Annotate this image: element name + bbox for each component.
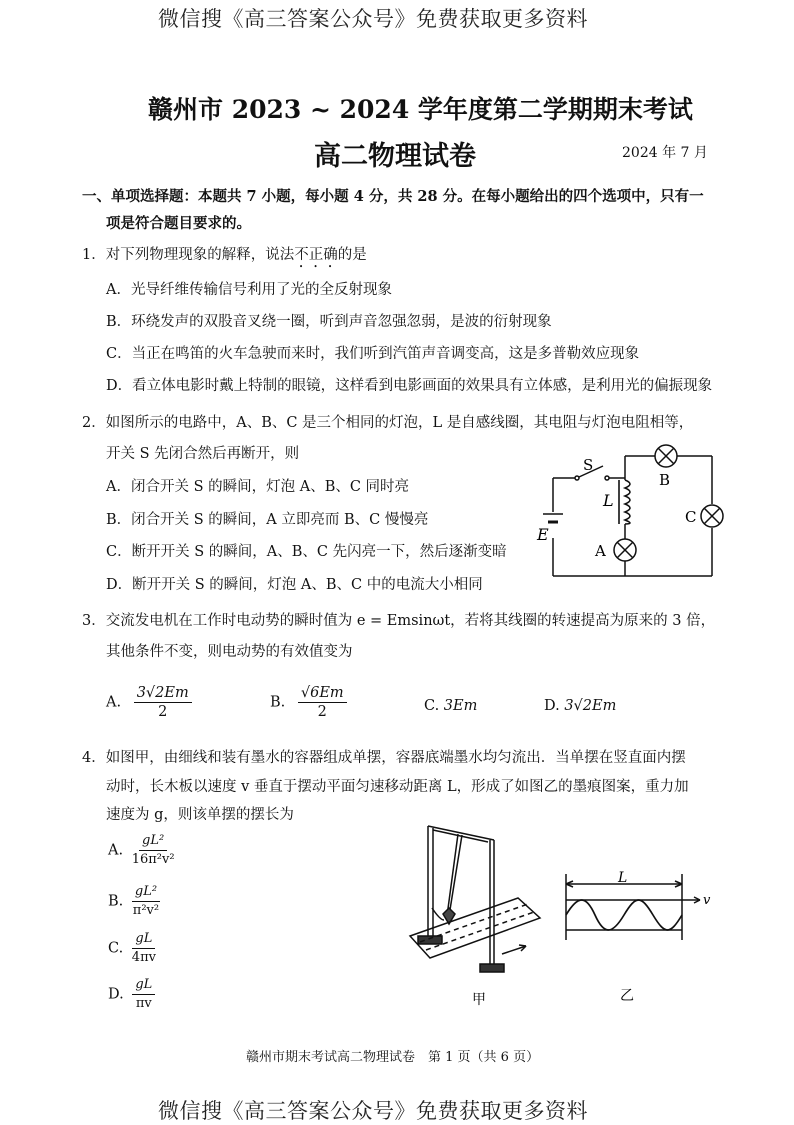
ink-trace-figure: [558, 870, 718, 1010]
label-l: L: [603, 491, 614, 510]
q2-stem-cont: 开关 S 先闭合然后再断开，则: [106, 446, 300, 462]
q3-option-a: A. $\frac{3√2Em}{2}$: [106, 684, 192, 721]
fig-jia-label: 甲: [472, 992, 486, 1008]
label-e: E: [537, 525, 549, 544]
q4-option-b: B. $\frac{\text{gL²}}{\text{π²v²}}$: [108, 884, 160, 918]
q2-stem: 2．如图所示的电路中，A、B、C 是三个相同的灯泡，L 是自感线圈，其电阻与灯泡电阻相等，: [82, 415, 694, 431]
label-a: A: [595, 542, 606, 560]
label-b: B: [659, 471, 671, 489]
q3-stem-cont: 其他条件不变，则电动势的有效值变为: [106, 644, 353, 660]
q4-stem-cont1: 动时，长木板以速度 v 垂直于摆动平面匀速移动距离 L，形成了如图乙的墨痕图案，重力加: [106, 779, 689, 795]
q1-stem: 1．对下列物理现象的解释，说法不正确的是: [82, 247, 367, 263]
q4-option-d: D. $\frac{gL}{\pi v}$: [108, 976, 155, 1013]
q3-stem: 3．交流发电机在工作时电动势的瞬时值为 e = Emsinωt，若将其线圈的转速提高为原来的 3 倍，: [82, 613, 716, 629]
page-footer: 赣州市期末考试高二物理试卷 第 1 页（共 6 页）: [246, 1050, 540, 1065]
exam-date: 2024 年 7 月: [622, 145, 708, 161]
q4-option-a: A. $\frac{\text{gL²}}{\text{16π²v²}}$: [108, 833, 175, 867]
pendulum-figure: [400, 818, 550, 1013]
section-heading: 一、单项选择题：本题共 7 小题，每小题 4 分，共 28 分。在每小题给出的四个选项中，只有一: [82, 188, 704, 205]
fig-yi-v-label: v: [703, 893, 711, 908]
q1-option-c: C．当正在鸣笛的火车急驶而来时，我们听到汽笛声音调变高，这是多普勒效应现象: [106, 346, 640, 362]
fig-yi-label: 乙: [620, 988, 634, 1004]
section-heading-cont: 项是符合题目要求的。: [106, 215, 251, 232]
q2-option-d: D．断开开关 S 的瞬间，灯泡 A、B、C 中的电流大小相同: [106, 577, 483, 593]
q2-option-c: C．断开开关 S 的瞬间，A、B、C 先闪亮一下，然后逐渐变暗: [106, 544, 507, 560]
circuit-diagram: [535, 440, 735, 590]
q1-option-d: D．看立体电影时戴上特制的眼镜，这样看到电影画面的效果具有立体感，是利用光的偏振现象: [106, 378, 713, 394]
label-s: S: [583, 456, 594, 474]
paper-title: 高二物理试卷: [314, 141, 476, 172]
q3-option-b: B. $\frac{√6Em}{2}$: [270, 684, 347, 721]
q1-option-a: A．光导纤维传输信号利用了光的全反射现象: [106, 282, 392, 298]
q4-option-c: C. $\frac{gL}{4\pi v}$: [108, 931, 156, 965]
q4-stem: 4．如图甲，由细线和装有墨水的容器组成单摆，容器底端墨水均匀流出．当单摆在竖直面内摆: [82, 750, 686, 766]
exam-title: 赣州市 2023 ~ 2024 学年度第二学期期末考试: [148, 95, 693, 124]
fig-yi-l-label: L: [618, 870, 628, 886]
watermark-bottom: 微信搜《高三答案公众号》免费获取更多资料: [158, 1099, 588, 1123]
q3-option-d: D. 3√2Em: [544, 698, 617, 714]
q4-stem-cont2: 速度为 g，则该单摆的摆长为: [106, 807, 294, 823]
q3-option-c: C. 3Em: [424, 698, 478, 714]
label-c: C: [685, 508, 697, 526]
q2-option-a: A．闭合开关 S 的瞬间，灯泡 A、B、C 同时亮: [106, 479, 410, 495]
watermark-top: 微信搜《高三答案公众号》免费获取更多资料: [158, 7, 588, 31]
q2-option-b: B．闭合开关 S 的瞬间，A 立即亮而 B、C 慢慢亮: [106, 512, 429, 528]
q1-option-b: B．环绕发声的双股音叉绕一圈，听到声音忽强忽弱，是波的衍射现象: [106, 314, 552, 330]
